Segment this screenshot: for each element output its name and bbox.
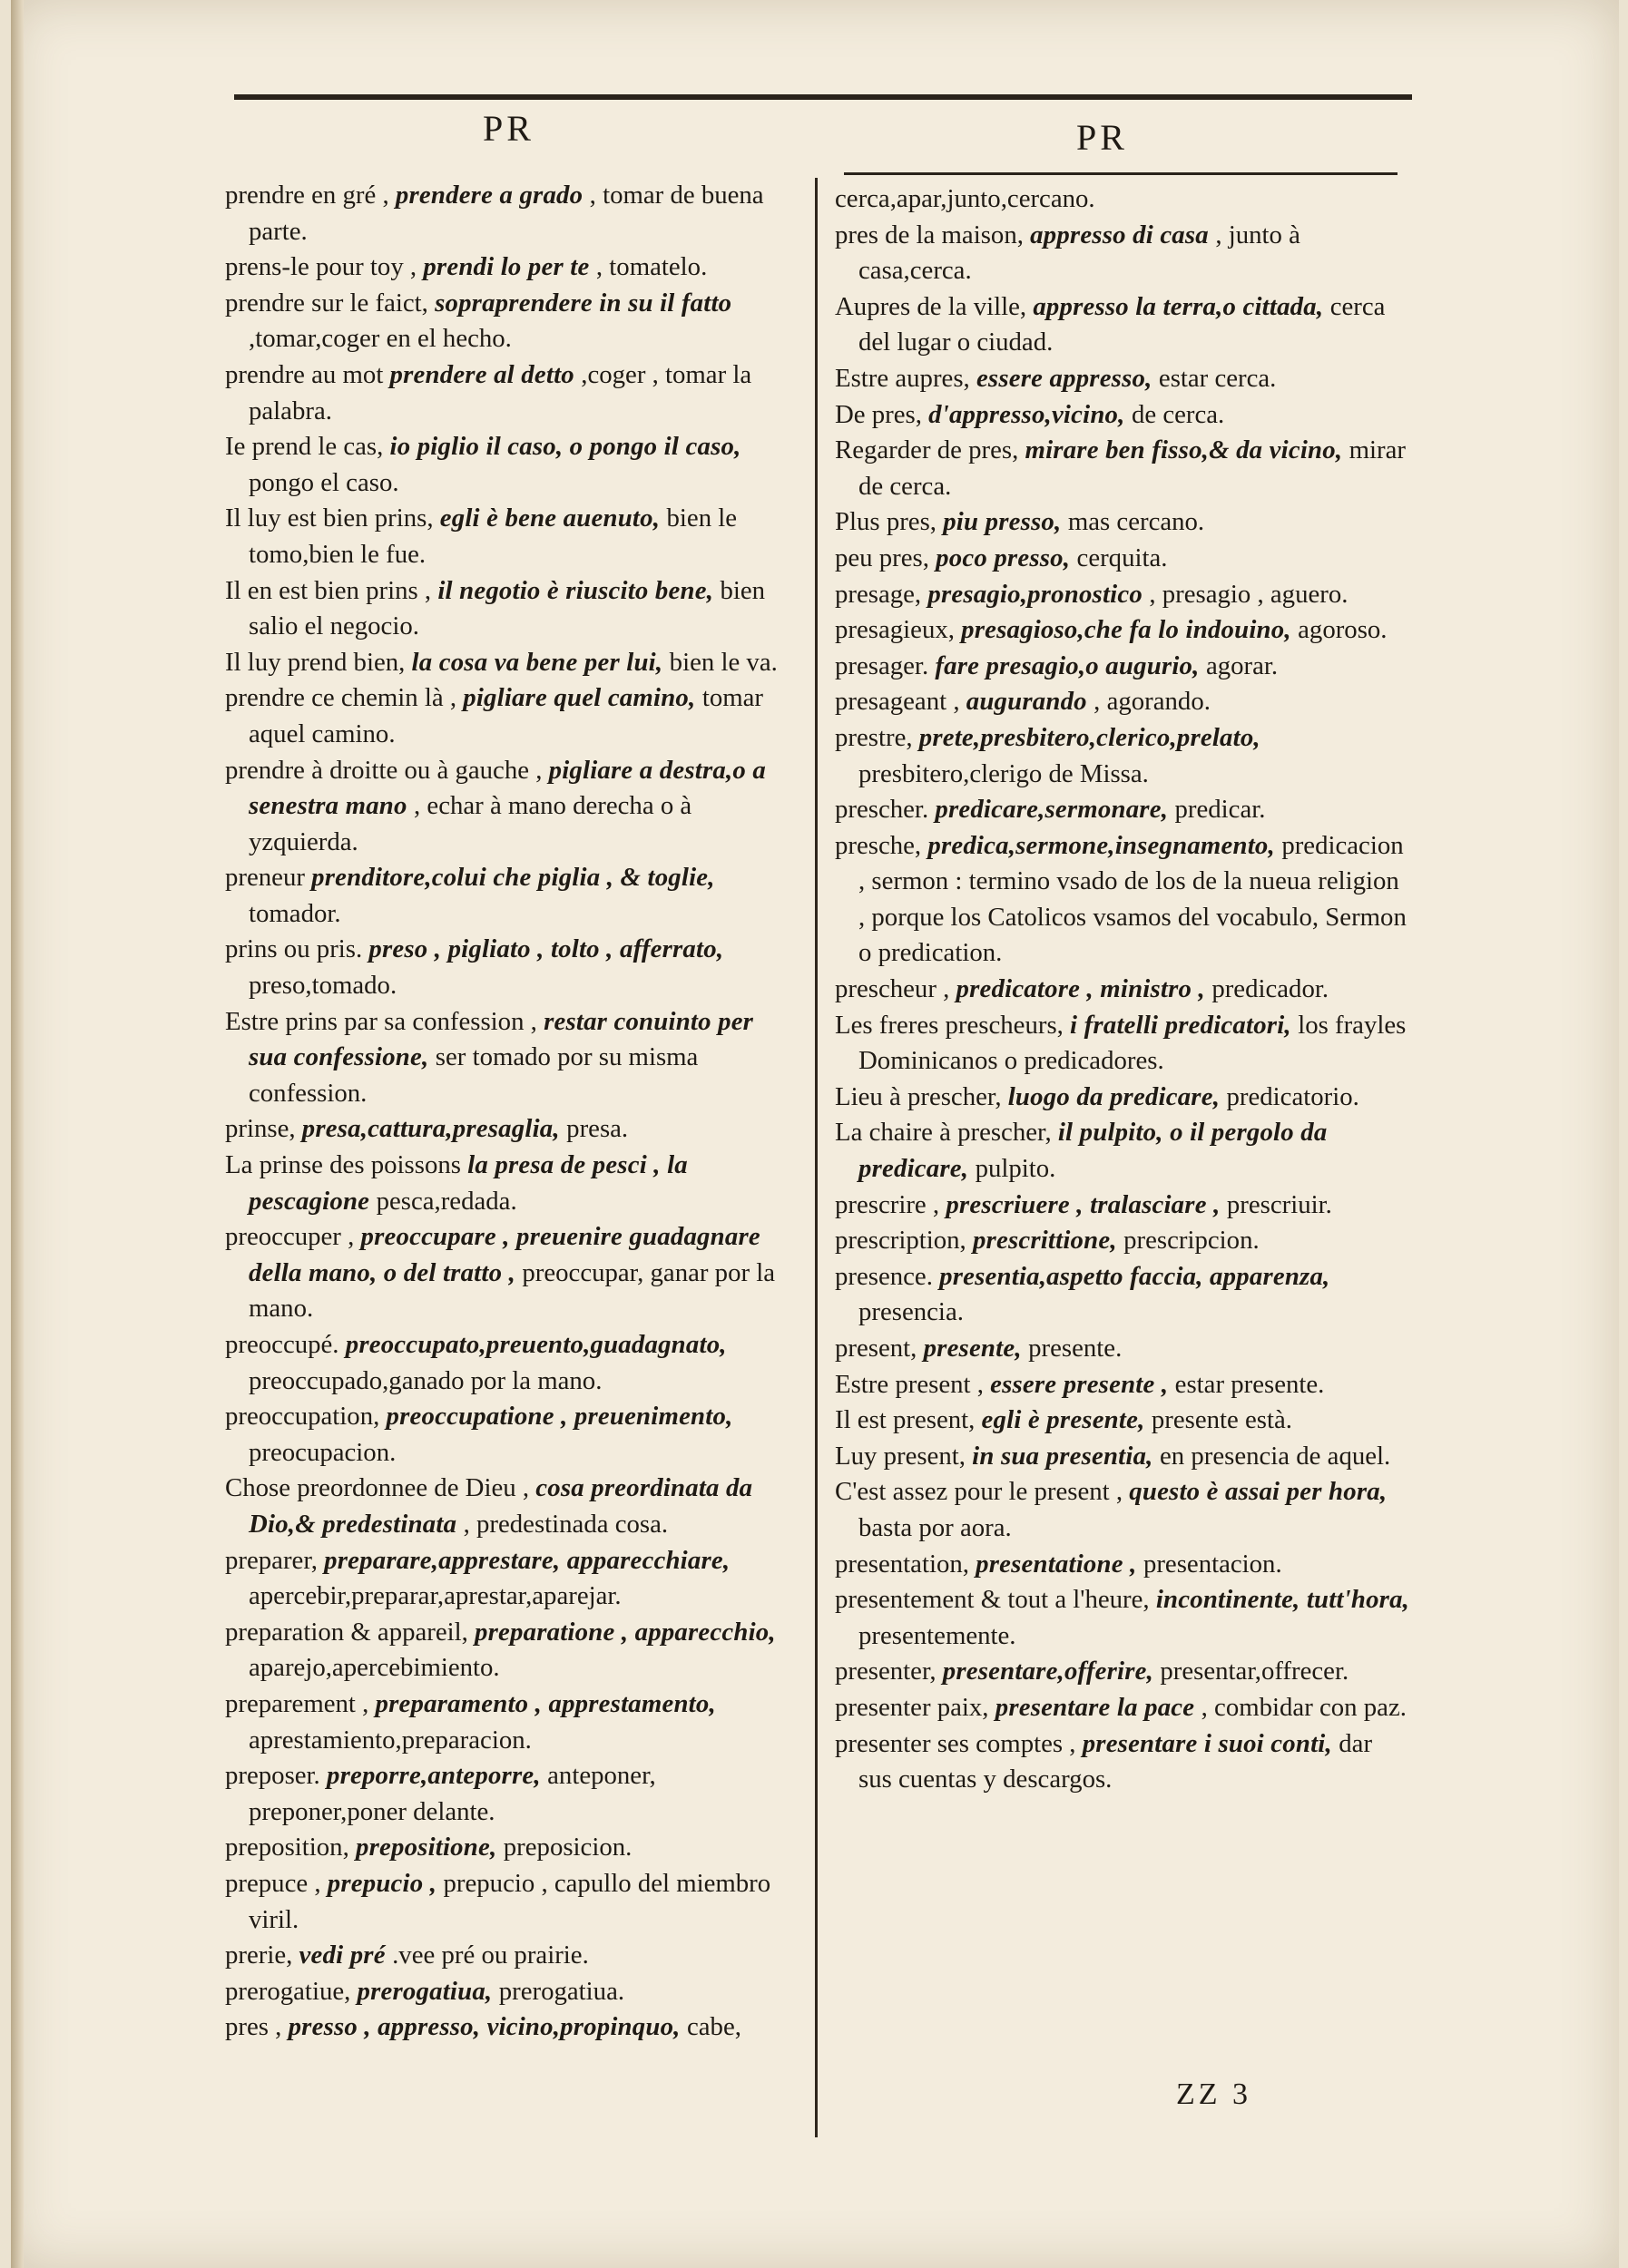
dictionary-entry: [835, 1259, 1412, 1331]
italian-translation: prescrittione,: [972, 1226, 1124, 1256]
spanish-translation: ,tomar,coger en el hecho.: [249, 324, 512, 354]
dictionary-entry: [225, 501, 797, 572]
dictionary-entry: [225, 1866, 797, 1938]
italian-translation: questo è assai per hora,: [1129, 1477, 1388, 1507]
french-headword: prendre au mot: [225, 359, 390, 389]
french-headword: Regarder de pres,: [835, 435, 1025, 465]
french-headword: presenter,: [835, 1657, 943, 1686]
spanish-translation: preso,tomado.: [249, 971, 397, 1001]
french-headword: Chose preordonnee de Dieu ,: [225, 1473, 536, 1503]
french-headword: preoccuper ,: [225, 1222, 361, 1252]
french-headword: prescription,: [835, 1226, 973, 1256]
french-headword: prerogatiue,: [225, 1976, 358, 2006]
dictionary-entry: [835, 1115, 1412, 1187]
italian-translation: preso , pigliato , tolto , afferrato,: [368, 934, 724, 964]
dictionary-entry: [225, 645, 797, 681]
italian-translation: restar conuinto per sua confessione,: [249, 1006, 754, 1072]
french-headword: presche,: [835, 830, 928, 860]
dictionary-entry: [225, 932, 797, 1003]
dictionary-entry: [835, 1690, 1412, 1726]
spanish-translation: , tomatelo.: [595, 252, 708, 282]
running-head-right: PR: [1076, 117, 1128, 158]
spanish-translation: presbitero,clerigo de Missa.: [858, 758, 1149, 788]
italian-translation: poco presso,: [936, 543, 1077, 572]
spanish-translation: cerquita.: [1076, 543, 1168, 572]
dictionary-entry: [835, 1008, 1412, 1080]
spanish-translation: agorar.: [1205, 650, 1279, 680]
french-headword: presager.: [835, 650, 936, 680]
italian-translation: prerogatiua,: [357, 1976, 499, 2006]
spanish-translation: cabe,: [686, 2012, 741, 2042]
french-headword: Estre prins par sa confession ,: [225, 1006, 544, 1036]
spanish-translation: , predestinada cosa.: [463, 1509, 669, 1539]
dictionary-entry: [835, 289, 1412, 361]
french-headword: Il en est bien prins ,: [225, 575, 438, 605]
italian-translation: preparare,apprestare, apparecchiare,: [324, 1545, 731, 1575]
italian-translation: fare presagio,o augurio,: [935, 650, 1206, 680]
spanish-translation: presente està.: [1151, 1405, 1292, 1435]
dictionary-entry: [835, 1080, 1412, 1116]
dictionary-entry: [225, 249, 797, 286]
dictionary-entry: [835, 1403, 1412, 1439]
spanish-translation: tomar aquel camino.: [249, 683, 763, 748]
french-headword: La prinse des poissons: [225, 1150, 468, 1180]
french-headword: prerie,: [225, 1941, 299, 1970]
italian-translation: predicare,sermonare,: [935, 795, 1175, 825]
italian-translation: prenditore,colui che piglia , & toglie,: [311, 863, 715, 893]
spanish-translation: presencia.: [858, 1297, 964, 1327]
italian-translation: pigliare quel camino,: [463, 683, 702, 713]
spanish-translation: pesca,redada.: [376, 1186, 517, 1216]
french-headword: prinse,: [225, 1114, 302, 1144]
spanish-translation: estar presente.: [1174, 1369, 1325, 1399]
spanish-translation: basta por aora.: [858, 1512, 1012, 1542]
italian-translation: predicatore , ministro ,: [956, 974, 1212, 1004]
right-column: [835, 181, 1412, 1798]
right-column-rule: [844, 172, 1398, 175]
dictionary-entry: [225, 286, 797, 357]
spanish-translation: prescripcion.: [1123, 1226, 1260, 1256]
french-headword: Ie prend le cas,: [225, 432, 390, 462]
dictionary-entry: [835, 684, 1412, 720]
french-headword: presentation,: [835, 1549, 976, 1579]
italian-translation: in sua presentia,: [972, 1441, 1160, 1471]
dictionary-entry: [835, 792, 1412, 828]
french-headword: Il est present,: [835, 1405, 982, 1435]
dictionary-entry: [225, 1543, 797, 1615]
french-headword: presenter ses comptes ,: [835, 1728, 1083, 1758]
dictionary-entry: [835, 397, 1412, 434]
dictionary-entry: [225, 1830, 797, 1866]
french-headword: De pres,: [835, 399, 929, 429]
italian-translation: la presa de pesci , la pescagione: [249, 1150, 688, 1216]
french-headword: presenter paix,: [835, 1692, 995, 1722]
french-headword: preposition,: [225, 1833, 356, 1862]
french-headword: La chaire à prescher,: [835, 1118, 1058, 1148]
dictionary-entry: [225, 753, 797, 861]
italian-translation: pigliare a destra,o a senestra mano: [249, 755, 766, 821]
french-headword: preparation & appareil,: [225, 1617, 476, 1647]
dictionary-entry: [835, 1726, 1412, 1798]
running-head-left: PR: [483, 108, 534, 149]
spanish-translation: estar cerca.: [1158, 363, 1277, 393]
dictionary-entry: [225, 1471, 797, 1542]
french-headword: prescrire ,: [835, 1189, 946, 1219]
spanish-translation: , junto à casa,cerca.: [858, 220, 1300, 286]
dictionary-entry: [225, 860, 797, 932]
french-headword: prepuce ,: [225, 1868, 328, 1898]
dictionary-entry: [225, 357, 797, 429]
dictionary-entry: [835, 1439, 1412, 1475]
italian-translation: augurando: [966, 687, 1094, 717]
italian-translation: piu presso,: [943, 507, 1068, 537]
italian-translation: preporre,anteporre,: [326, 1761, 548, 1791]
french-headword: prescheur ,: [835, 974, 956, 1004]
french-headword: Les freres prescheurs,: [835, 1010, 1071, 1040]
spanish-translation: preoccupado,ganado por la mano.: [249, 1365, 603, 1395]
french-headword: Plus pres,: [835, 507, 944, 537]
spanish-translation: pongo el caso.: [249, 467, 399, 497]
french-headword: C'est assez pour le present ,: [835, 1477, 1130, 1507]
dictionary-entry: [225, 1399, 797, 1471]
french-headword: presage,: [835, 579, 928, 609]
french-headword: prendre sur le faict,: [225, 288, 436, 318]
italian-translation: presentia,aspetto faccia, apparenza,: [939, 1261, 1330, 1291]
spanish-translation: bien le va.: [669, 647, 778, 677]
spanish-translation: .vee pré ou prairie.: [392, 1941, 589, 1970]
dictionary-entry: [225, 1219, 797, 1327]
spanish-translation: presentar,offrecer.: [1160, 1657, 1349, 1686]
italian-translation: sopraprendere in su il fatto: [435, 288, 732, 318]
italian-translation: presso , appresso, vicino,propinquo,: [288, 2012, 687, 2042]
spanish-translation: de cerca.: [1131, 399, 1225, 429]
dictionary-entry: [835, 1547, 1412, 1583]
dictionary-entry: [225, 1974, 797, 2010]
spanish-translation: en presencia de aquel.: [1159, 1441, 1391, 1471]
french-headword: presence.: [835, 1261, 940, 1291]
dictionary-entry: [835, 972, 1412, 1008]
spanish-translation: tomador.: [249, 898, 341, 928]
book-spine-shadow: [11, 0, 24, 2268]
spanish-translation: pulpito.: [975, 1154, 1056, 1184]
italian-translation: la cosa va bene per lui,: [411, 647, 670, 677]
italian-translation: egli è presente,: [981, 1405, 1152, 1435]
spanish-translation: preposicion.: [503, 1833, 633, 1862]
french-headword: preoccupation,: [225, 1402, 387, 1432]
italian-translation: preoccupatione , preuenimento,: [386, 1402, 733, 1432]
italian-translation: prescriuere , tralasciare ,: [946, 1189, 1227, 1219]
spanish-translation: apercebir,preparar,aprestar,aparejar.: [249, 1581, 622, 1611]
spanish-translation: mirar de cerca.: [858, 435, 1407, 501]
spanish-translation: , tomar de buena parte.: [249, 181, 764, 246]
italian-translation: egli è bene auenuto,: [439, 503, 667, 533]
spanish-translation: aparejo,apercebimiento.: [249, 1653, 500, 1683]
spanish-translation: preocupacion.: [249, 1437, 397, 1467]
spanish-translation: cerca del lugar o ciudad.: [858, 291, 1386, 357]
dictionary-entry: [835, 720, 1412, 792]
spanish-translation: presentacion.: [1143, 1549, 1282, 1579]
spanish-translation: presa.: [566, 1114, 629, 1144]
french-headword: pres ,: [225, 2012, 289, 2042]
italian-translation: presentatione ,: [976, 1549, 1143, 1579]
spanish-translation: predicador.: [1211, 974, 1329, 1004]
spanish-translation: bien le tomo,bien le fue.: [249, 503, 738, 569]
left-column: [225, 178, 797, 2046]
french-headword: prendre à droitte ou à gauche ,: [225, 755, 549, 785]
dictionary-entry: [225, 1615, 797, 1686]
dictionary-entry: [225, 178, 797, 249]
spanish-translation: , presagio , aguero.: [1149, 579, 1348, 609]
spanish-translation: aprestamiento,preparacion.: [249, 1725, 532, 1755]
spanish-translation: prepucio , capullo del miembro viril.: [249, 1868, 771, 1934]
italian-translation: presentare la pace: [995, 1692, 1201, 1722]
spanish-translation: , echar à mano derecha o à yzquierda.: [249, 791, 692, 856]
italian-translation: presagio,pronostico: [927, 579, 1150, 609]
french-headword: preneur: [225, 863, 312, 893]
italian-translation: io piglio il caso, o pongo il caso,: [389, 432, 741, 462]
french-headword: presageant ,: [835, 687, 966, 717]
dictionary-entry: [835, 1654, 1412, 1690]
spanish-translation: , combidar con paz.: [1201, 1692, 1407, 1722]
italian-translation: presentare i suoi conti,: [1082, 1728, 1339, 1758]
dictionary-entry: [225, 573, 797, 645]
italian-translation: i fratelli predicatori,: [1070, 1010, 1299, 1040]
spanish-translation: mas cercano.: [1067, 507, 1205, 537]
dictionary-entry: [225, 429, 797, 501]
french-headword: prens-le pour toy ,: [225, 252, 424, 282]
french-headword: Aupres de la ville,: [835, 291, 1034, 321]
signature-mark: ZZ 3: [1176, 2077, 1252, 2111]
italian-translation: luogo da predicare,: [1007, 1081, 1227, 1111]
italian-translation: predica,sermone,insegnamento,: [927, 830, 1282, 860]
dictionary-entry: [835, 1188, 1412, 1224]
italian-translation: d'appresso,vicino,: [928, 399, 1132, 429]
italian-translation: il pulpito, o il pergolo da predicare,: [858, 1118, 1328, 1184]
french-headword: preoccupé.: [225, 1330, 346, 1359]
spanish-translation: preoccupar, ganar por la mano.: [249, 1257, 776, 1324]
french-headword: prestre,: [835, 722, 919, 752]
italian-translation: prepucio ,: [327, 1868, 444, 1898]
french-headword: preparer,: [225, 1545, 325, 1575]
french-headword: Lieu à prescher,: [835, 1081, 1008, 1111]
dictionary-entry: [835, 1474, 1412, 1546]
italian-translation: prendere a grado: [395, 181, 590, 210]
dictionary-entry: [835, 828, 1412, 972]
italian-translation: presentare,offerire,: [942, 1657, 1161, 1686]
dictionary-entry: [225, 1938, 797, 1974]
french-headword: Luy present,: [835, 1441, 973, 1471]
column-divider: [815, 178, 818, 2137]
dictionary-entry: [835, 181, 1412, 218]
spanish-translation: cerca,apar,junto,cercano.: [835, 184, 1095, 213]
dictionary-entry: [225, 1327, 797, 1399]
italian-translation: presente,: [923, 1334, 1029, 1363]
french-headword: Il luy prend bien,: [225, 647, 412, 677]
italian-translation: preoccupato,preuento,guadagnato,: [345, 1330, 727, 1359]
spanish-translation: prescriuir.: [1226, 1189, 1332, 1219]
dictionary-entry: [835, 541, 1412, 577]
french-headword: Estre aupres,: [835, 363, 976, 393]
spanish-translation: bien salio el negocio.: [249, 575, 766, 641]
french-headword: Il luy est bien prins,: [225, 503, 440, 533]
french-headword: Estre present ,: [835, 1369, 991, 1399]
spanish-translation: dar sus cuentas y descargos.: [858, 1728, 1373, 1794]
spanish-translation: predicatorio.: [1226, 1081, 1359, 1111]
dictionary-entry: [835, 433, 1412, 504]
spanish-translation: los frayles Dominicanos o predicadores.: [858, 1010, 1407, 1076]
spanish-translation: presente.: [1028, 1334, 1123, 1363]
dictionary-entry: [225, 1148, 797, 1219]
spanish-translation: ,coger , tomar la palabra.: [249, 359, 752, 425]
spanish-translation: predicar.: [1174, 795, 1266, 825]
italian-translation: il negotio è riuscito bene,: [437, 575, 721, 605]
italian-translation: presa,cattura,presaglia,: [301, 1114, 567, 1144]
dictionary-entry: [225, 1686, 797, 1758]
french-headword: pres de la maison,: [835, 220, 1031, 249]
dictionary-entry: [835, 1223, 1412, 1259]
dictionary-entry: [835, 1582, 1412, 1654]
french-headword: presagieux,: [835, 615, 962, 645]
dictionary-entry: [835, 649, 1412, 685]
french-headword: preposer.: [225, 1761, 327, 1791]
italian-translation: mirare ben fisso,& da vicino,: [1025, 435, 1349, 465]
dictionary-entry: [835, 1367, 1412, 1403]
spanish-translation: predicacion , sermon : termino vsado de los de la nueua religion , porque los Catolicos vsamos del vocabulo, Sermon o predication.: [858, 830, 1407, 968]
french-headword: present,: [835, 1334, 924, 1363]
spanish-translation: prerogatiua.: [498, 1976, 625, 2006]
spanish-translation: , agorando.: [1094, 687, 1211, 717]
dictionary-entry: [835, 577, 1412, 613]
french-headword: peu pres,: [835, 543, 937, 572]
french-headword: prendre en gré ,: [225, 181, 396, 210]
spanish-translation: presentemente.: [858, 1620, 1016, 1650]
dictionary-entry: [835, 218, 1412, 289]
spanish-translation: agoroso.: [1298, 615, 1388, 645]
italian-translation: appresso di casa: [1030, 220, 1216, 249]
french-headword: prescher.: [835, 795, 936, 825]
dictionary-entry: [835, 1331, 1412, 1367]
italian-translation: vedi pré: [299, 1941, 393, 1970]
italian-translation: preparamento , apprestamento,: [375, 1688, 716, 1718]
dictionary-entry: [835, 361, 1412, 397]
italian-translation: prendi lo per te: [423, 252, 596, 282]
dictionary-entry: [835, 504, 1412, 541]
french-headword: prendre ce chemin là ,: [225, 683, 464, 713]
dictionary-entry: [835, 612, 1412, 649]
dictionary-entry: [225, 680, 797, 752]
french-headword: presentement & tout a l'heure,: [835, 1585, 1156, 1615]
dictionary-entry: [225, 1758, 797, 1830]
italian-translation: prepositione,: [355, 1833, 504, 1862]
italian-translation: cosa preordinata da Dio,& predestinata: [249, 1473, 753, 1539]
italian-translation: prete,presbitero,clerico,prelato,: [918, 722, 1260, 752]
italian-translation: prendere al detto: [389, 359, 582, 389]
italian-translation: preoccupare , preuenire guadagnare della mano, o del tratto ,: [249, 1222, 760, 1287]
italian-translation: presagioso,che fa lo indouino,: [961, 615, 1299, 645]
italian-translation: appresso la terra,o cittada,: [1033, 291, 1330, 321]
italian-translation: incontinente, tutt'hora,: [1155, 1585, 1410, 1615]
dictionary-entry: [225, 1004, 797, 1112]
french-headword: prins ou pris.: [225, 934, 369, 964]
italian-translation: essere presente ,: [990, 1369, 1175, 1399]
french-headword: preparement ,: [225, 1688, 376, 1718]
italian-translation: preparatione , apparecchio,: [475, 1617, 776, 1647]
dictionary-entry: [225, 2009, 797, 2046]
spanish-translation: anteponer, preponer,poner delante.: [249, 1761, 656, 1826]
spanish-translation: ser tomado por su misma confession.: [249, 1042, 699, 1108]
top-rule: [234, 94, 1412, 100]
italian-translation: essere appresso,: [976, 363, 1159, 393]
dictionary-entry: [225, 1111, 797, 1148]
